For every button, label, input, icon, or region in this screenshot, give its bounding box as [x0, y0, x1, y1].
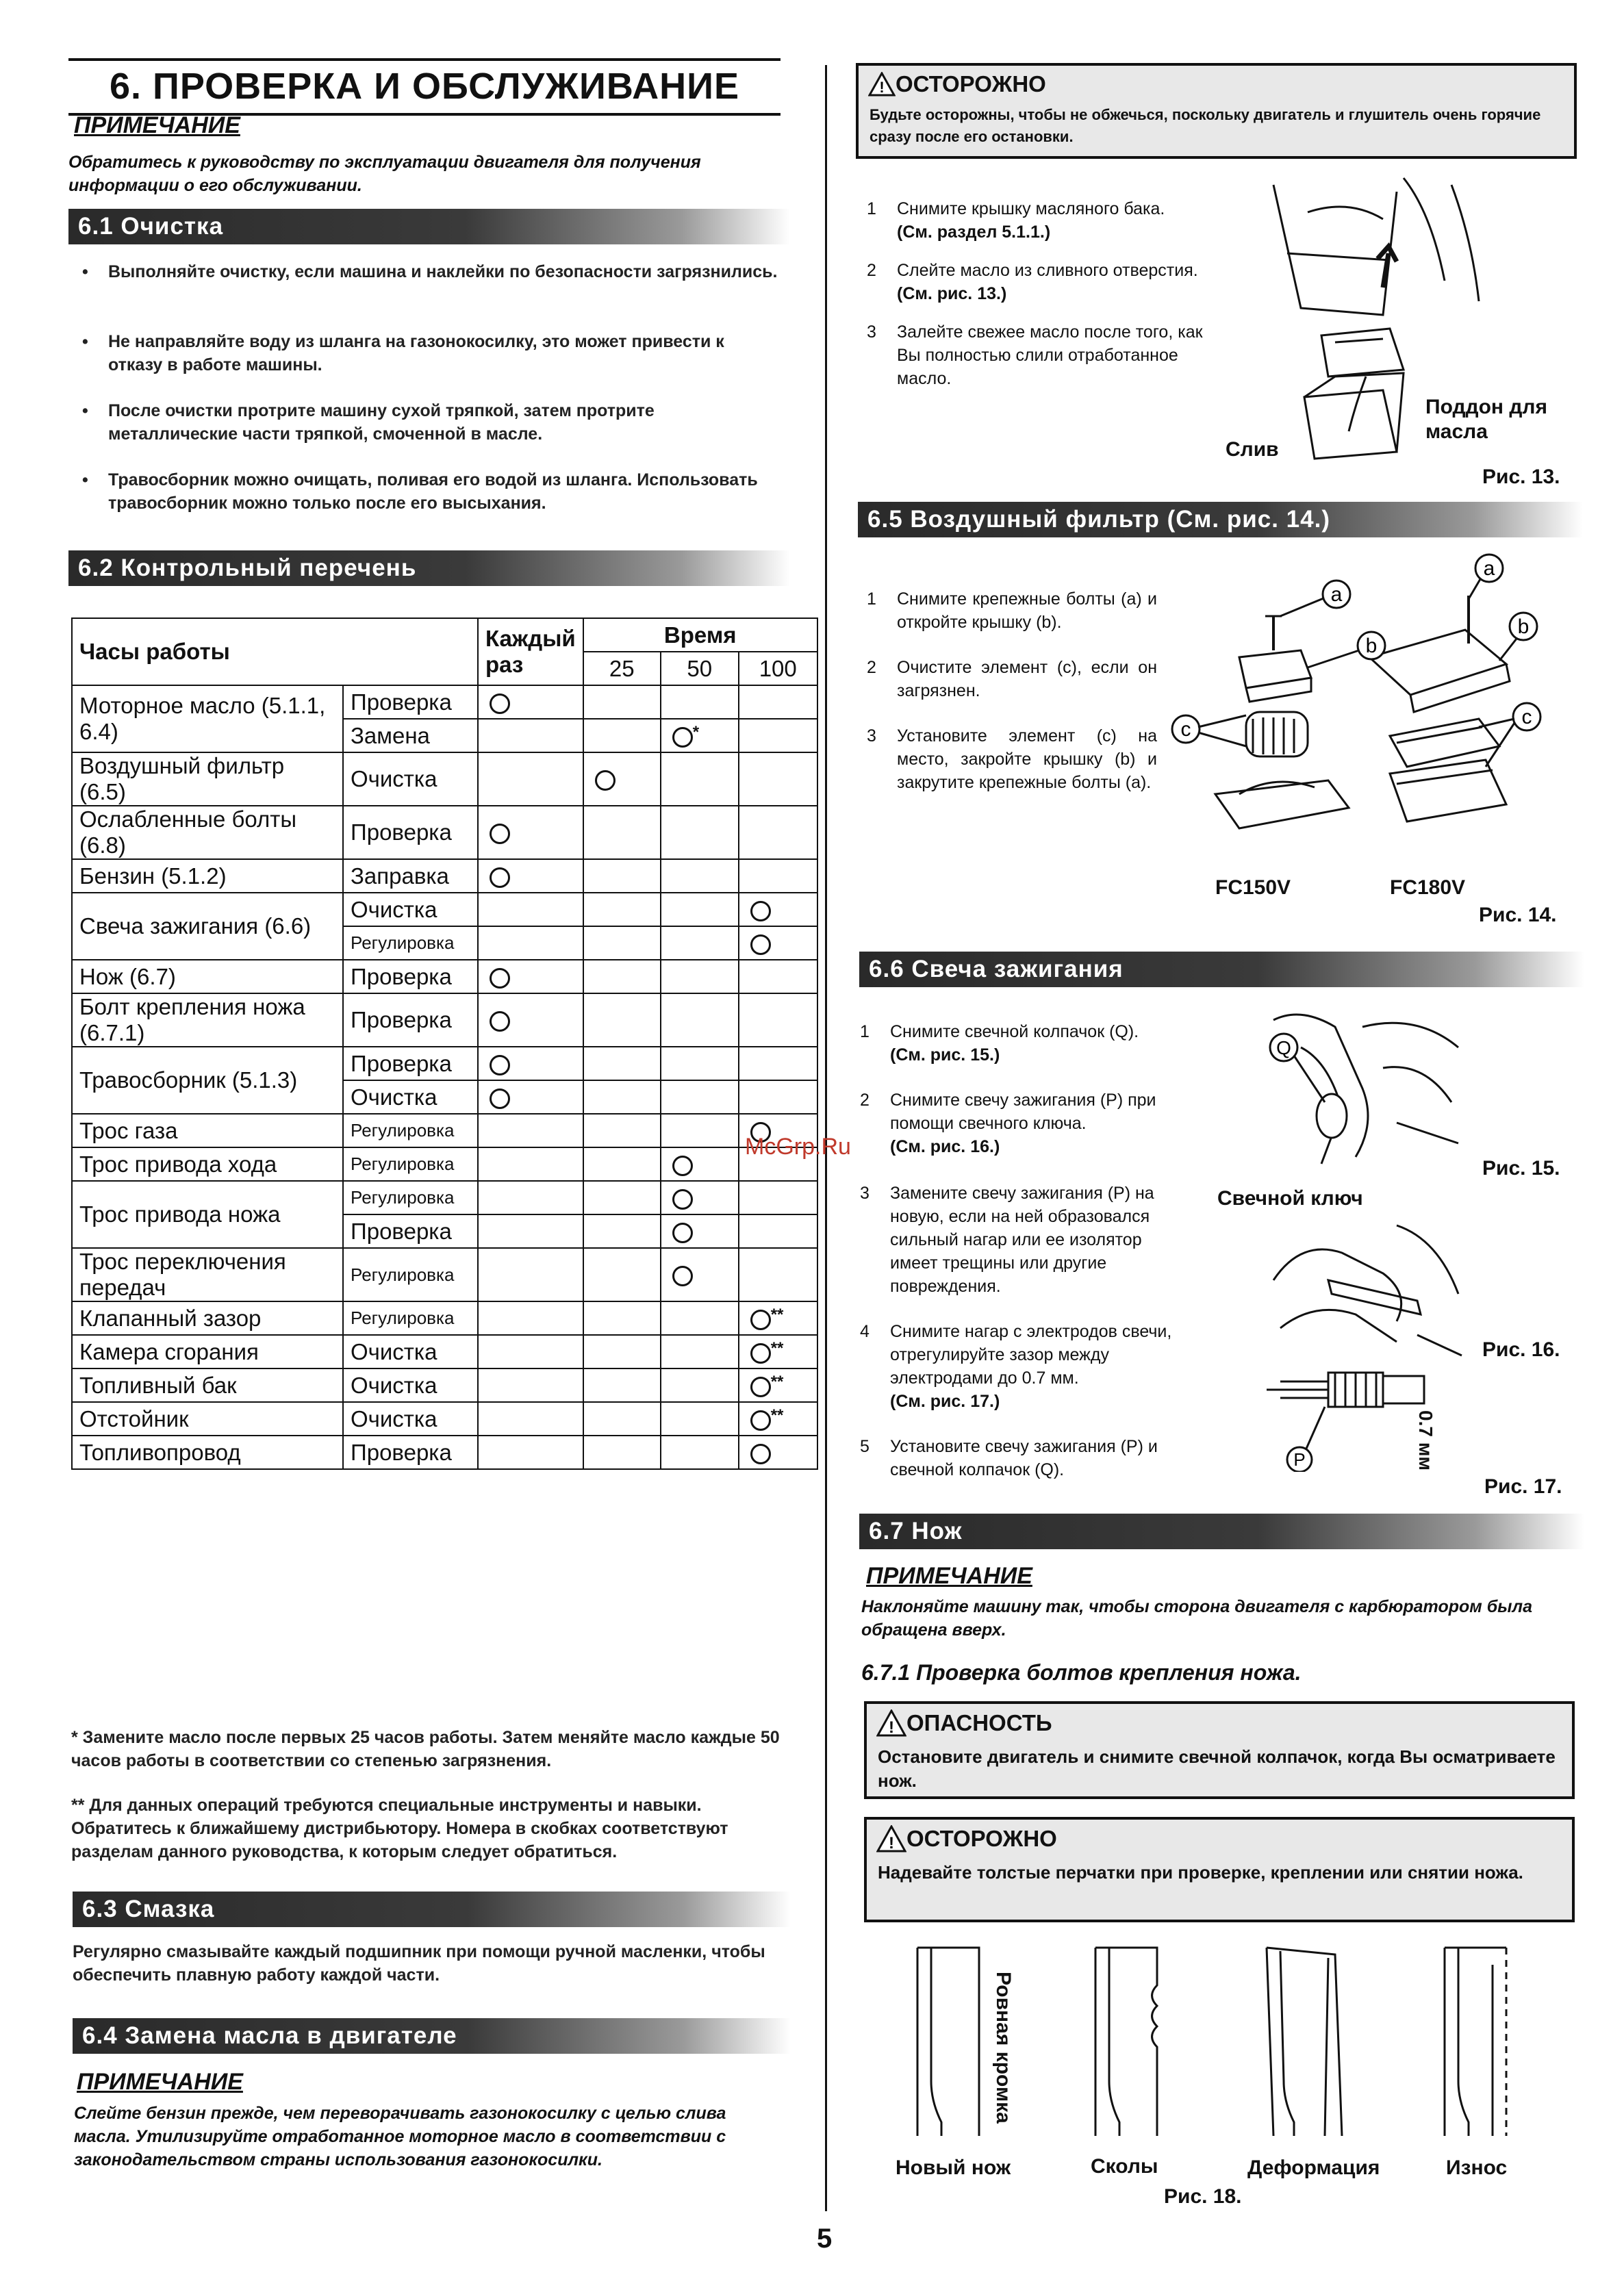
fig17-caption: Рис. 17.: [1484, 1475, 1562, 1498]
maintenance-action: Проверка: [343, 993, 478, 1047]
maintenance-action: Очистка: [343, 752, 478, 806]
blade-note-text: Наклоняйте машину так, чтобы сторона двигателя с карбюратором была обращена вверх.: [861, 1597, 1532, 1640]
label-q: Q: [1276, 1037, 1291, 1058]
interval-mark: [750, 1377, 771, 1397]
maintenance-action: Очистка: [343, 1402, 478, 1436]
maintenance-item: Топливопровод: [72, 1436, 343, 1469]
fig14-model-2: FC180V: [1390, 876, 1466, 899]
blade-deformed: [1267, 1948, 1342, 2136]
section-oil-change-title: 6.4 Замена масла в двигателе: [73, 2018, 791, 2054]
interval-mark: [490, 867, 510, 888]
maintenance-action: Очистка: [343, 1335, 478, 1368]
warning-icon: [868, 72, 896, 97]
spark-step: 2 Снимите свечу зажигания (P) при помощи свечного ключа. (См. рис. 16.): [860, 1091, 1156, 1156]
fig13-tray-label: Поддон для масла: [1425, 396, 1547, 443]
edge-label: Ровная кромка: [992, 1972, 1015, 2124]
blade-new: [917, 1948, 979, 2136]
blade-note-heading: ПРИМЕЧАНИЕ: [866, 1563, 1032, 1589]
interval-mark: [490, 824, 510, 844]
danger-text: Остановите двигатель и снимите свечной колпачок, когда Вы осматриваете нож.: [878, 1746, 1556, 1791]
svg-text:!: !: [889, 1718, 894, 1737]
fig13-drain-label: Слив: [1226, 438, 1279, 461]
blade-caution-heading: ОСТОРОЖНО: [906, 1826, 1057, 1851]
header-25: 25: [583, 652, 661, 685]
header-time: Время: [583, 618, 817, 652]
maintenance-item: Свеча зажигания (6.6): [72, 893, 343, 960]
section-cleaning-title: 6.1 Очистка: [68, 209, 790, 244]
table-row: [72, 1114, 817, 1147]
maintenance-item: Болт крепления ножа (6.7.1): [72, 993, 343, 1047]
interval-mark: [490, 693, 510, 714]
interval-mark: [490, 1055, 510, 1075]
interval-mark: [490, 1011, 510, 1032]
fc180v-filter: [1369, 596, 1510, 822]
header-50: 50: [661, 652, 739, 685]
maintenance-action: Регулировка: [343, 926, 478, 960]
spark-step: 1 Снимите свечной колпачок (Q). (См. рис. 15.): [860, 1022, 1139, 1065]
maintenance-action: Проверка: [343, 806, 478, 859]
interval-mark: [595, 770, 616, 791]
label-c-1: c: [1180, 718, 1191, 741]
gap-label: 0.7 мм: [1415, 1410, 1436, 1471]
maintenance-item: Ослабленные болты (6.8): [72, 806, 343, 859]
section-lubrication-title: 6.3 Смазка: [73, 1892, 791, 1927]
maintenance-item: Топливный бак: [72, 1368, 343, 1402]
section-spark-plug-title: 6.6 Свеча зажигания: [859, 952, 1584, 987]
fig17-illustration: [1260, 1362, 1438, 1472]
interval-mark: [672, 1266, 693, 1286]
table-row: [72, 1335, 817, 1368]
table-row: [72, 806, 817, 859]
table-row: [72, 1436, 817, 1469]
interval-mark: [672, 1223, 693, 1243]
blade-subtitle: 6.7.1 Проверка болтов крепления ножа.: [861, 1660, 1302, 1685]
lubrication-text: Регулярно смазывайте каждый подшипник при помощи ручной масленки, чтобы обеспечить плавную работу каждой части.: [73, 1942, 765, 1985]
intro-note-text: Обратитесь к руководству по эксплуатации двигателя для получения информации о его обслуживании.: [68, 153, 701, 195]
fig16-caption: Рис. 16.: [1482, 1338, 1560, 1361]
fig15-caption: Рис. 15.: [1482, 1157, 1560, 1180]
maintenance-action: Проверка: [343, 1047, 478, 1080]
caution-heading: ОСТОРОЖНО: [896, 71, 1046, 97]
spark-step: 3 Замените свечу зажигания (P) на новую, если на ней образовался сильный нагар или ее изолятор имеет трещины или другие повреждения.: [860, 1184, 1154, 1296]
maintenance-action: Очистка: [343, 1080, 478, 1114]
cleaning-bullet: • Выполняйте очистку, если машина и наклейки по безопасности загрязнились.: [82, 262, 778, 281]
interval-mark: [672, 727, 693, 748]
danger-box: [864, 1701, 1575, 1799]
maintenance-action: Замена: [343, 719, 478, 752]
danger-heading: ОПАСНОСТЬ: [906, 1710, 1052, 1735]
interval-mark: [750, 1343, 771, 1364]
fig18-label-deform: Деформация: [1247, 2156, 1380, 2179]
fig14-caption: Рис. 14.: [1479, 904, 1557, 926]
checklist-footnote-1: * Замените масло после первых 25 часов работы. Затем меняйте масло каждые 50 часов работы в соответствии со степенью загрязнения.: [71, 1728, 780, 1770]
maintenance-action: Регулировка: [343, 1248, 478, 1301]
maintenance-action: Проверка: [343, 1436, 478, 1469]
table-row: [72, 1368, 817, 1402]
label-b-2: b: [1517, 615, 1530, 638]
fig18-caption: Рис. 18.: [1164, 2185, 1242, 2208]
interval-mark-note: **: [770, 1305, 784, 1324]
interval-mark: [750, 1310, 771, 1330]
section-checklist-title: 6.2 Контрольный перечень: [68, 550, 790, 586]
caution-box-top: [856, 63, 1577, 159]
page-number: 5: [817, 2224, 833, 2254]
svg-text:!: !: [889, 1834, 894, 1852]
interval-mark: [672, 1156, 693, 1176]
danger-icon: [876, 1709, 906, 1737]
maintenance-action: Регулировка: [343, 1181, 478, 1214]
table-row: [72, 859, 817, 893]
label-b-1: b: [1365, 635, 1378, 657]
maintenance-item: Моторное масло (5.1.1, 6.4): [72, 685, 343, 752]
interval-mark: [490, 968, 510, 989]
table-row: [72, 993, 817, 1047]
interval-mark: [750, 901, 771, 921]
checklist-footnote-2: ** Для данных операций требуются специальные инструменты и навыки. Обратитесь к ближайшему дистрибьютору. Номера в скобках соответствуют разделам данного руководства, к которым следует обратиться.: [71, 1796, 728, 1861]
fig15-illustration: [1260, 1006, 1465, 1184]
maintenance-item: Трос газа: [72, 1114, 343, 1147]
interval-mark: [490, 1088, 510, 1109]
air-filter-step: 2 Очистите элемент (с), если он загрязнен.: [867, 658, 1157, 700]
table-row: [72, 1402, 817, 1436]
maintenance-item: Трос привода хода: [72, 1147, 343, 1181]
maintenance-table: [71, 617, 818, 1470]
maintenance-item: Бензин (5.1.2): [72, 859, 343, 893]
interval-mark-note: **: [770, 1338, 784, 1358]
fig18-label-new: Новый нож: [896, 2156, 1011, 2179]
maintenance-action: Регулировка: [343, 1147, 478, 1181]
spark-step: 5 Установите свечу зажигания (P) и свечной колпачок (Q).: [860, 1437, 1158, 1479]
fig18-label-wear: Износ: [1446, 2156, 1508, 2179]
header-each: Каждый раз: [478, 618, 583, 685]
label-a-2: a: [1483, 557, 1495, 580]
svg-text:!: !: [879, 79, 885, 96]
table-row: [72, 752, 817, 806]
wrench-label: Свечной ключ: [1217, 1187, 1363, 1210]
table-row: [72, 1047, 817, 1080]
fig14-model-1: FC150V: [1215, 876, 1291, 899]
label-p: P: [1293, 1449, 1306, 1470]
label-a-1: a: [1330, 583, 1343, 606]
blade-caution-box: [864, 1817, 1575, 1922]
maintenance-item: Трос привода ножа: [72, 1181, 343, 1248]
label-c-2: c: [1521, 706, 1532, 728]
air-filter-step: 1 Снимите крепежные болты (а) и откройте крышку (b).: [867, 589, 1157, 632]
maintenance-item: Нож (6.7): [72, 960, 343, 993]
oil-step: 1 Снимите крышку масляного бака. (См. раздел 5.1.1.): [867, 199, 1165, 242]
blade-worn: [1445, 1948, 1506, 2136]
maintenance-item: Воздушный фильтр (6.5): [72, 752, 343, 806]
interval-mark-note: **: [770, 1405, 784, 1425]
table-row: [72, 1248, 817, 1301]
fig14-illustration: [1164, 548, 1547, 849]
cleaning-bullet: • Не направляйте воду из шланга на газонокосилку, это может привести к отказу в работе машины.: [82, 332, 724, 374]
table-row: [72, 1147, 817, 1181]
table-row: [72, 893, 817, 926]
maintenance-action: Регулировка: [343, 1301, 478, 1335]
air-filter-step: 3 Установите элемент (с) на место, закройте крышку (b) и закрутите крепежные болты (а).: [867, 726, 1157, 792]
maintenance-item: Камера сгорания: [72, 1335, 343, 1368]
section-air-filter-title: 6.5 Воздушный фильтр (См. рис. 14.): [858, 502, 1583, 537]
interval-mark: [750, 1444, 771, 1464]
page-title: 6. ПРОВЕРКА И ОБСЛУЖИВАНИЕ: [68, 58, 781, 116]
maintenance-action: Проверка: [343, 1214, 478, 1248]
fc150v-filter: [1215, 616, 1349, 828]
oil-step: 2 Слейте масло из сливного отверстия. (См. рис. 13.): [867, 261, 1198, 303]
maintenance-item: Травосборник (5.1.3): [72, 1047, 343, 1114]
maintenance-item: Трос переключения передач: [72, 1248, 343, 1301]
fig18-label-chips: Сколы: [1091, 2155, 1158, 2178]
cleaning-bullet: • Травосборник можно очищать, поливая его водой из шланга. Использовать травосборник можно только после его высыхания.: [82, 470, 758, 513]
warning-icon: [876, 1825, 906, 1852]
interval-mark: [672, 1189, 693, 1210]
table-row: [72, 685, 817, 719]
maintenance-item: Отстойник: [72, 1402, 343, 1436]
table-row: [72, 960, 817, 993]
maintenance-action: Очистка: [343, 893, 478, 926]
oil-step: 3 Залейте свежее масло после того, как Вы полностью слили отработанное масло.: [867, 322, 1203, 388]
header-hours: Часы работы: [72, 618, 478, 685]
interval-mark: [750, 1410, 771, 1431]
spark-step: 4 Снимите нагар с электродов свечи, отрегулируйте зазор между электродами до 0.7 мм. (См. рис. 17.): [860, 1322, 1172, 1411]
maintenance-action: Проверка: [343, 960, 478, 993]
caution-text: Будьте осторожны, чтобы не обжечься, поскольку двигатель и глушитель очень горячие сразу после его остановки.: [870, 106, 1541, 145]
cleaning-bullet: • После очистки протрите машину сухой тряпкой, затем протрите металлические части тряпкой, смоченной в масле.: [82, 401, 655, 444]
watermark: McGrp.Ru: [745, 1134, 851, 1160]
oil-note-text: Слейте бензин прежде, чем переворачивать газонокосилку с целью слива масла. Утилизируйте отработанное моторное масло в соответствии с законодательством страны использования газонокосилки.: [74, 2104, 726, 2169]
interval-mark-note: *: [692, 722, 700, 741]
intro-note-heading: ПРИМЕЧАНИЕ: [74, 112, 240, 138]
section-blade-title: 6.7 Нож: [859, 1514, 1584, 1549]
maintenance-action: Очистка: [343, 1368, 478, 1402]
maintenance-action: Регулировка: [343, 1114, 478, 1147]
table-row: [72, 1301, 817, 1335]
oil-note-heading: ПРИМЕЧАНИЕ: [77, 2069, 243, 2095]
maintenance-action: Заправка: [343, 859, 478, 893]
maintenance-item: Клапанный зазор: [72, 1301, 343, 1335]
interval-mark-note: **: [770, 1372, 784, 1391]
blade-chipped: [1095, 1948, 1157, 2136]
maintenance-action: Проверка: [343, 685, 478, 719]
fig16-illustration: [1260, 1212, 1465, 1369]
interval-mark: [750, 934, 771, 955]
header-100: 100: [739, 652, 817, 685]
fig13-caption: Рис. 13.: [1482, 466, 1560, 488]
table-row: [72, 1181, 817, 1214]
blade-caution-text: Надевайте толстые перчатки при проверке, креплении или снятии ножа.: [878, 1862, 1523, 1883]
